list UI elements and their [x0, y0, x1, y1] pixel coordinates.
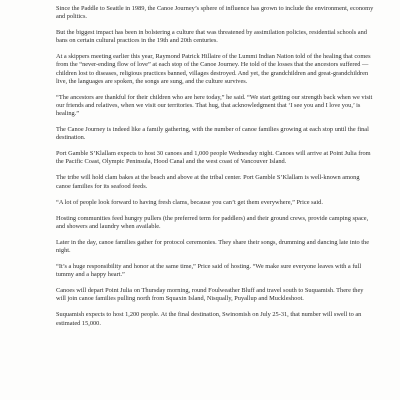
article-paragraph: But the biggest impact has been in bolstering a culture that was threatened by assimilation policies, residential schools and bans on certain cultural practices in the 19th and 20th centuries. — [56, 29, 367, 45]
article-paragraph: The Canoe Journey is indeed like a family gathering, with the number of canoe families growing at each stop until the final destination. — [56, 126, 369, 142]
article-paragraph: Canoes will depart Point Julia on Thursday morning, round Foulweather Bluff and travel south to Suquamish. There they will join canoe families pulling north from Squaxin Island, Nisqually, Puyallup and Muckleshoot. — [56, 287, 364, 303]
article-body — [56, 5, 374, 336]
article-paragraph: Later in the day, canoe families gather for protocol ceremonies. They share their songs, drumming and dancing late into the night. — [56, 238, 370, 254]
article-paragraph: Hosting communities feed hungry pullers (the preferred term for paddlers) and their ground crews, provide camping space, and showers and laundry when available. — [56, 214, 369, 230]
article-paragraph: At a skippers meeting earlier this year, Raymond Patrick Hillaire of the Lummi Indian Nation told of the healing that comes from the “never-ending flow of love” at each stop of the Canoe Journey. He told of the losses that the ancestors suffered — children lost to diseases, religious practices banned, villages destroyed. And yet, the grandchildren and great-grandchildren live, the languages are spoken, the songs are sung, and the culture survives. — [56, 53, 371, 85]
article-paragraph: Suquamish expects to host 1,200 people. At the final destination, Swinomish on July 25-31, that number will swell to an estimated 15,000. — [56, 311, 362, 327]
article-paragraph: “It’s a huge responsibility and honor at the same time,” Price said of hosting. “We make sure everyone leaves with a full tummy and a happy heart.” — [56, 263, 362, 279]
article-paragraph: Since the Paddle to Seattle in 1989, the Canoe Journey’s sphere of influence has grown to include the environment, economy and politics. — [56, 5, 374, 21]
article-paragraph: Port Gamble S’Klallam expects to host 30 canoes and 1,000 people Wednesday night. Canoes will arrive at Point Julia from the Pacific Coast, Olympic Peninsula, Hood Canal and the west coast of Vancouver Island. — [56, 150, 371, 166]
article-paragraph: “The ancestors are thankful for their children who are here today,” he said. “We start getting our strength back when we visit our friends and relatives, when we visit our territories. That hug, that acknowledgment that ‘I see you and I love you,’ is healing.” — [56, 93, 373, 117]
article-paragraph: “A lot of people look forward to having fresh clams, because you can’t get them everywhere,” Price said. — [56, 198, 323, 206]
article-paragraph: The tribe will hold clam bakes at the beach and above at the tribal center. Port Gamble S’Klallam is well-known among canoe families for its seafood feeds. — [56, 174, 360, 190]
